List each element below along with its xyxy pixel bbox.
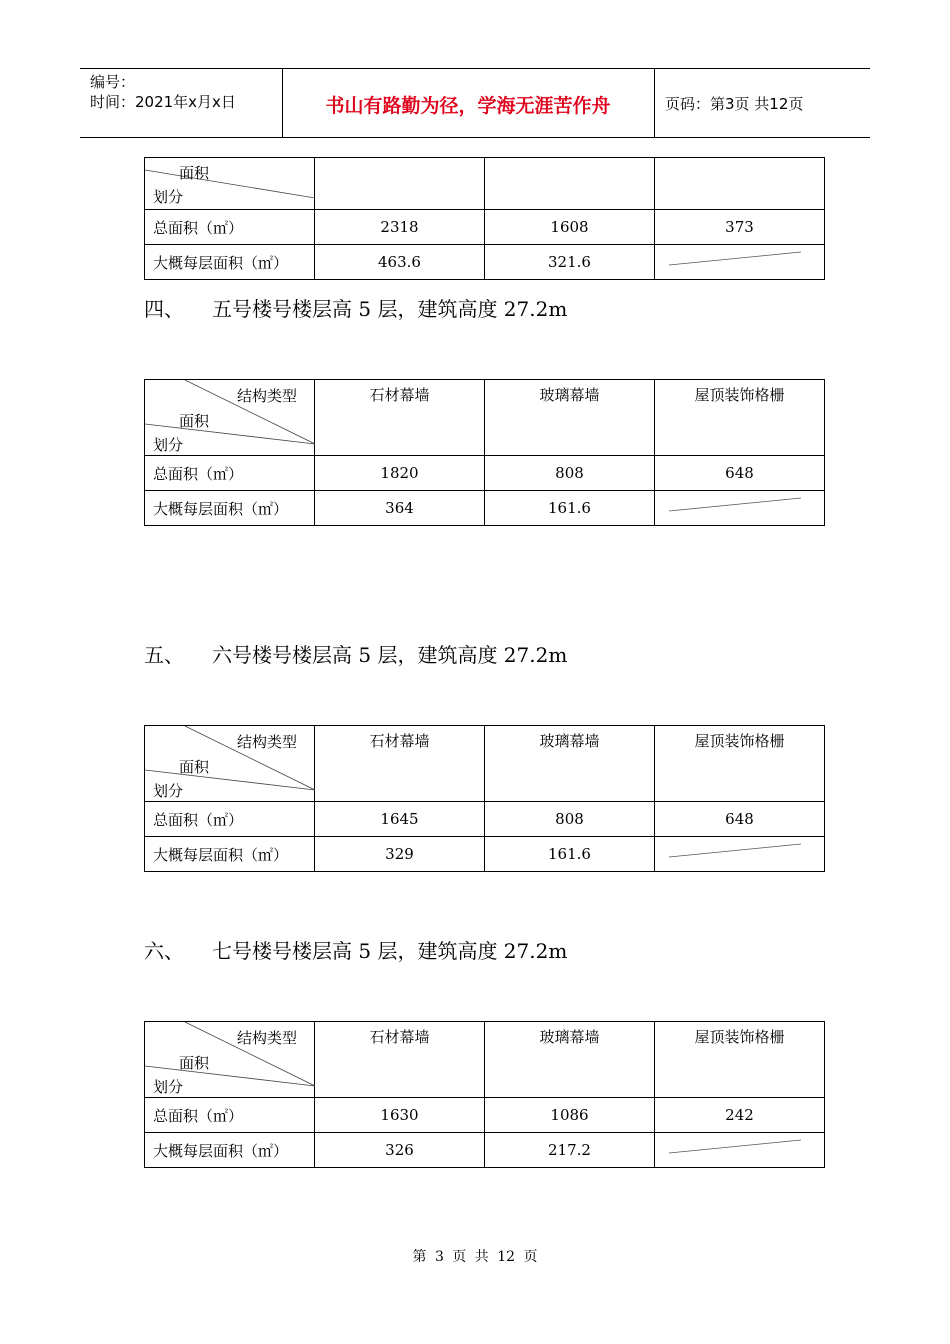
table-cell: 329 (315, 837, 485, 872)
header-motto: 书山有路勤为径，学海无涯苦作舟 (325, 95, 611, 117)
table-cell: 326 (315, 1133, 485, 1168)
table-cell: 648 (655, 802, 825, 837)
column-header: 玻璃幕墙 (485, 726, 655, 802)
diagonal-header-cell (145, 726, 315, 802)
empty-slash-cell (655, 837, 825, 872)
section-heading (144, 935, 567, 964)
column-header: 屋顶装饰格栅 (655, 380, 825, 456)
column-header: 玻璃幕墙 (485, 380, 655, 456)
diagonal-header-cell (145, 158, 315, 210)
table-cell: 1645 (315, 802, 485, 837)
empty-slash-cell (655, 1133, 825, 1168)
table-row (145, 245, 825, 280)
table-row (145, 210, 825, 245)
table-header-row (145, 158, 825, 210)
section-number: 六、 (144, 939, 184, 963)
table-cell: 463.6 (315, 245, 485, 280)
section-heading (144, 639, 567, 668)
row-label: 总面积（㎡） (145, 210, 315, 245)
corner-division-label: 划分 (153, 188, 184, 206)
table-cell: 373 (655, 210, 825, 245)
table-cell: 161.6 (485, 491, 655, 526)
section-number: 四、 (144, 297, 184, 321)
corner-division-label: 划分 (153, 436, 184, 454)
column-header: 石材幕墙 (315, 1022, 485, 1098)
section-title: 七号楼号楼层高 5 层，建筑高度 27.2m (212, 939, 568, 963)
diagonal-header-cell (145, 380, 315, 456)
row-label: 总面积（㎡） (145, 802, 315, 837)
corner-type-label: 结构类型 (237, 387, 298, 405)
table-row (145, 837, 825, 872)
corner-area-label: 面积 (179, 1054, 210, 1072)
slash-line (655, 491, 825, 526)
section-title: 五号楼号楼层高 5 层，建筑高度 27.2m (212, 297, 568, 321)
table-cell: 1086 (485, 1098, 655, 1133)
page-footer: 第 3 页 共 12 页 (412, 1249, 538, 1265)
slash-line (655, 1133, 825, 1168)
table-row (145, 802, 825, 837)
document-date-label: 时间：2021年x月x日 (90, 93, 236, 111)
section-number: 五、 (144, 643, 184, 667)
column-header: 玻璃幕墙 (485, 1022, 655, 1098)
table-row (145, 1098, 825, 1133)
area-table-building-6 (144, 725, 825, 872)
area-table-building-5 (144, 379, 825, 526)
table-cell: 1608 (485, 210, 655, 245)
slash-line (655, 837, 825, 872)
table-cell: 808 (485, 456, 655, 491)
header-info-cell (80, 69, 283, 137)
empty-slash-cell (655, 491, 825, 526)
corner-type-label: 结构类型 (237, 1029, 298, 1047)
table-header-row (145, 726, 825, 802)
row-label: 总面积（㎡） (145, 1098, 315, 1133)
corner-area-label: 面积 (179, 412, 210, 430)
column-header: 石材幕墙 (315, 726, 485, 802)
corner-division-label: 划分 (153, 1078, 184, 1096)
table-cell: 321.6 (485, 245, 655, 280)
header-page-number: 页码：第3页 共12页 (665, 95, 804, 113)
row-label: 大概每层面积（㎡） (145, 1133, 315, 1168)
header-page-cell (655, 69, 870, 137)
corner-type-label: 结构类型 (237, 733, 298, 751)
corner-area-label: 面积 (179, 164, 210, 182)
table-row (145, 1133, 825, 1168)
row-label: 总面积（㎡） (145, 456, 315, 491)
empty-slash-cell (655, 245, 825, 280)
row-label: 大概每层面积（㎡） (145, 245, 315, 280)
slash-line (655, 245, 825, 280)
column-header (485, 158, 655, 210)
column-header: 石材幕墙 (315, 380, 485, 456)
column-header: 屋顶装饰格栅 (655, 726, 825, 802)
table-cell: 217.2 (485, 1133, 655, 1168)
row-label: 大概每层面积（㎡） (145, 837, 315, 872)
table-header-row (145, 1022, 825, 1098)
column-header (655, 158, 825, 210)
table-cell: 161.6 (485, 837, 655, 872)
table-cell: 808 (485, 802, 655, 837)
table-cell: 364 (315, 491, 485, 526)
corner-division-label: 划分 (153, 782, 184, 800)
table-row (145, 456, 825, 491)
header-motto-cell (282, 69, 655, 137)
table-header-row (145, 380, 825, 456)
area-table-continued (144, 157, 825, 280)
page-header (80, 68, 870, 138)
corner-area-label: 面积 (179, 758, 210, 776)
document-number-label: 编号： (90, 73, 136, 91)
row-label: 大概每层面积（㎡） (145, 491, 315, 526)
area-table-building-7 (144, 1021, 825, 1168)
table-cell: 648 (655, 456, 825, 491)
table-row (145, 491, 825, 526)
column-header (315, 158, 485, 210)
section-title: 六号楼号楼层高 5 层，建筑高度 27.2m (212, 643, 568, 667)
column-header: 屋顶装饰格栅 (655, 1022, 825, 1098)
table-cell: 1820 (315, 456, 485, 491)
table-cell: 2318 (315, 210, 485, 245)
section-heading (144, 293, 567, 322)
table-cell: 1630 (315, 1098, 485, 1133)
diagonal-header-cell (145, 1022, 315, 1098)
table-cell: 242 (655, 1098, 825, 1133)
